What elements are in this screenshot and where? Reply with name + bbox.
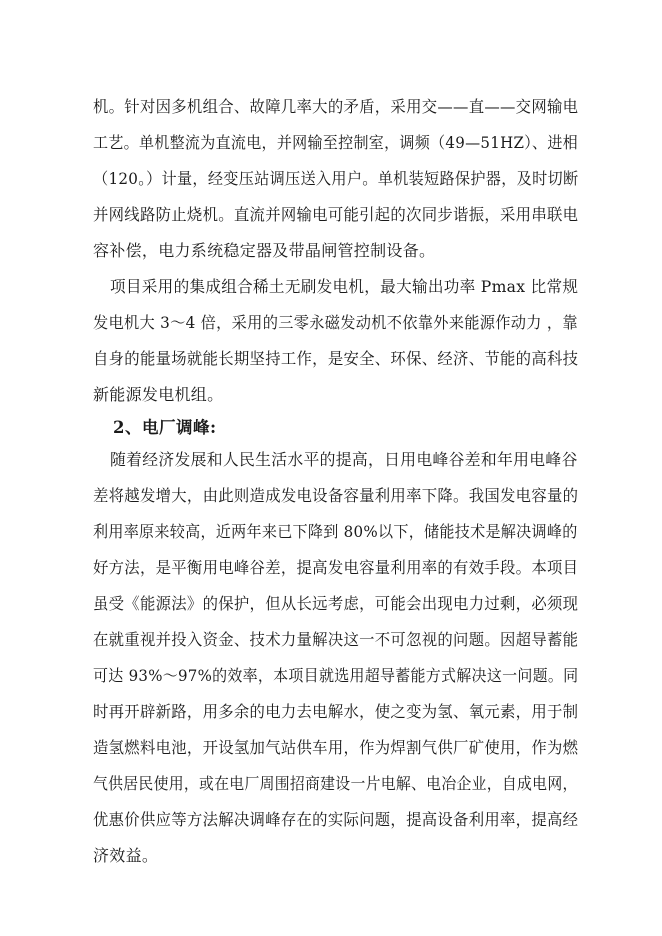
- section-heading: 2、电厂调峰:: [113, 418, 217, 437]
- paragraph-2-line-4: 新能源发电机组。: [93, 385, 224, 404]
- paragraph-1-line-5: 容补偿，电力系统稳定器及带晶闸管控制设备。: [93, 241, 436, 260]
- section-line-1: 随着经济发展和人民生活水平的提高，日用电峰谷差和年用电峰谷: [110, 450, 578, 469]
- section-line-10: 气供居民使用，或在电厂周围招商建设一片电解、电冶企业，自成电网，: [93, 774, 578, 793]
- section-line-6: 在就重视并投入资金、技术力量解决这一不可忽视的问题。因超导蓄能: [93, 630, 579, 649]
- section-line-2: 差将越发增大，由此则造成发电设备容量利用率下降。我国发电容量的: [93, 486, 579, 505]
- section-line-5: 虽受《能源法》的保护，但从长远考虑，可能会出现电力过剩，必须现: [93, 594, 579, 613]
- section-line-7: 可达 93%～97%的效率，本项目就选用超导蓄能方式解决这一问题。同: [93, 666, 579, 685]
- section-line-9: 造氢燃料电池，开设氢加气站供车用，作为焊割气供厂矿使用，作为燃: [93, 738, 579, 757]
- paragraph-1-line-4: 并网线路防止烧机。直流并网输电可能引起的次同步谐振，采用串联电: [93, 205, 579, 224]
- section-line-4: 好方法，是平衡用电峰谷差，提高发电容量利用率的有效手段。本项目: [93, 558, 579, 577]
- paragraph-2-line-1: 项目采用的集成组合稀土无刷发电机，最大输出功率 Pmax 比常规: [110, 277, 579, 296]
- paragraph-2-line-2: 发电机大 3～4 倍，采用的三零永磁发动机不依靠外来能源作动力 ，靠: [93, 313, 578, 332]
- section-line-3: 利用率原来较高，近两年来已下降到 80%以下，储能技术是解决调峰的: [93, 522, 578, 541]
- paragraph-1-line-3: （120。）计量，经变压站调压送入用户。单机装短路保护器，及时切断: [93, 169, 579, 188]
- paragraph-1-line-2: 工艺。单机整流为直流电，并网输至控制室，调频（49—51HZ）、进相: [93, 133, 578, 152]
- section-line-11: 优惠价供应等方法解决调峰存在的实际问题，提高设备利用率，提高经: [93, 810, 579, 829]
- section-line-12: 济效益。: [93, 846, 159, 865]
- paragraph-1-line-1: 机。针对因多机组合、故障几率大的矛盾，采用交——直——交网输电: [93, 97, 579, 116]
- section-line-8: 时再开辟新路，用多余的电力去电解水，使之变为氢、氧元素，用于制: [93, 702, 579, 721]
- paragraph-2-line-3: 自身的能量场就能长期坚持工作，是安全、环保、经济、节能的高科技: [93, 349, 579, 368]
